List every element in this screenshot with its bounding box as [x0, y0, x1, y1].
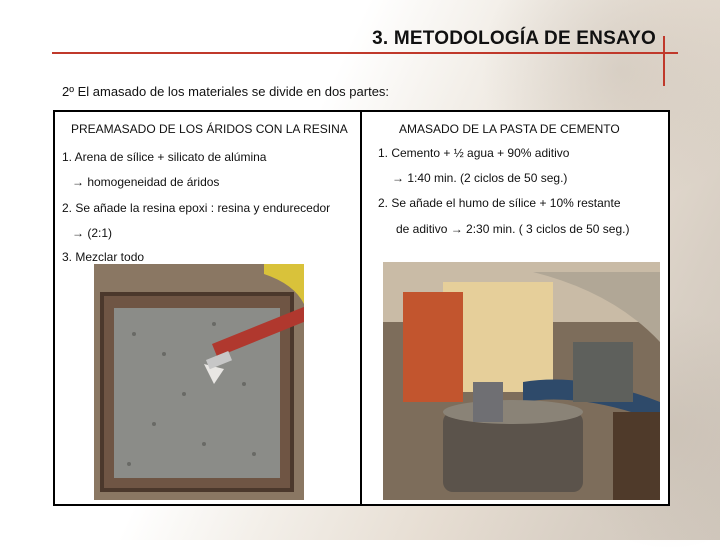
- right-column-heading: AMASADO DE LA PASTA DE CEMENTO: [399, 122, 620, 136]
- slide-title: 3. METODOLOGÍA DE ENSAYO: [372, 28, 656, 49]
- cement-mixer-photo: [383, 262, 660, 500]
- tray-with-mixed-aggregate-photo: [94, 264, 304, 500]
- intro-text: 2º El amasado de los materiales se divide en dos partes:: [62, 84, 390, 99]
- left-column-heading: PREAMASADO DE LOS ÁRIDOS CON LA RESINA: [71, 122, 348, 136]
- right-step: de aditivo → 2:30 min. ( 3 ciclos de 50 seg.): [396, 222, 630, 236]
- title-underline: [52, 52, 678, 54]
- left-step: → (2:1): [72, 226, 113, 240]
- right-step: 2. Se añade el humo de sílice + 10% restante: [378, 196, 621, 210]
- left-step: 2. Se añade la resina epoxi : resina y endurecedor: [62, 201, 331, 215]
- left-step: → homogeneidad de áridos: [72, 175, 220, 189]
- right-step: 1. Cemento + ½ agua + 90% aditivo: [378, 146, 570, 160]
- column-divider: [360, 110, 362, 504]
- left-step: 3. Mezclar todo: [62, 250, 145, 264]
- right-step: → 1:40 min. (2 ciclos de 50 seg.): [392, 171, 568, 185]
- title-accent-line: [663, 36, 665, 86]
- left-step: 1. Arena de sílice + silicato de alúmina: [62, 150, 267, 164]
